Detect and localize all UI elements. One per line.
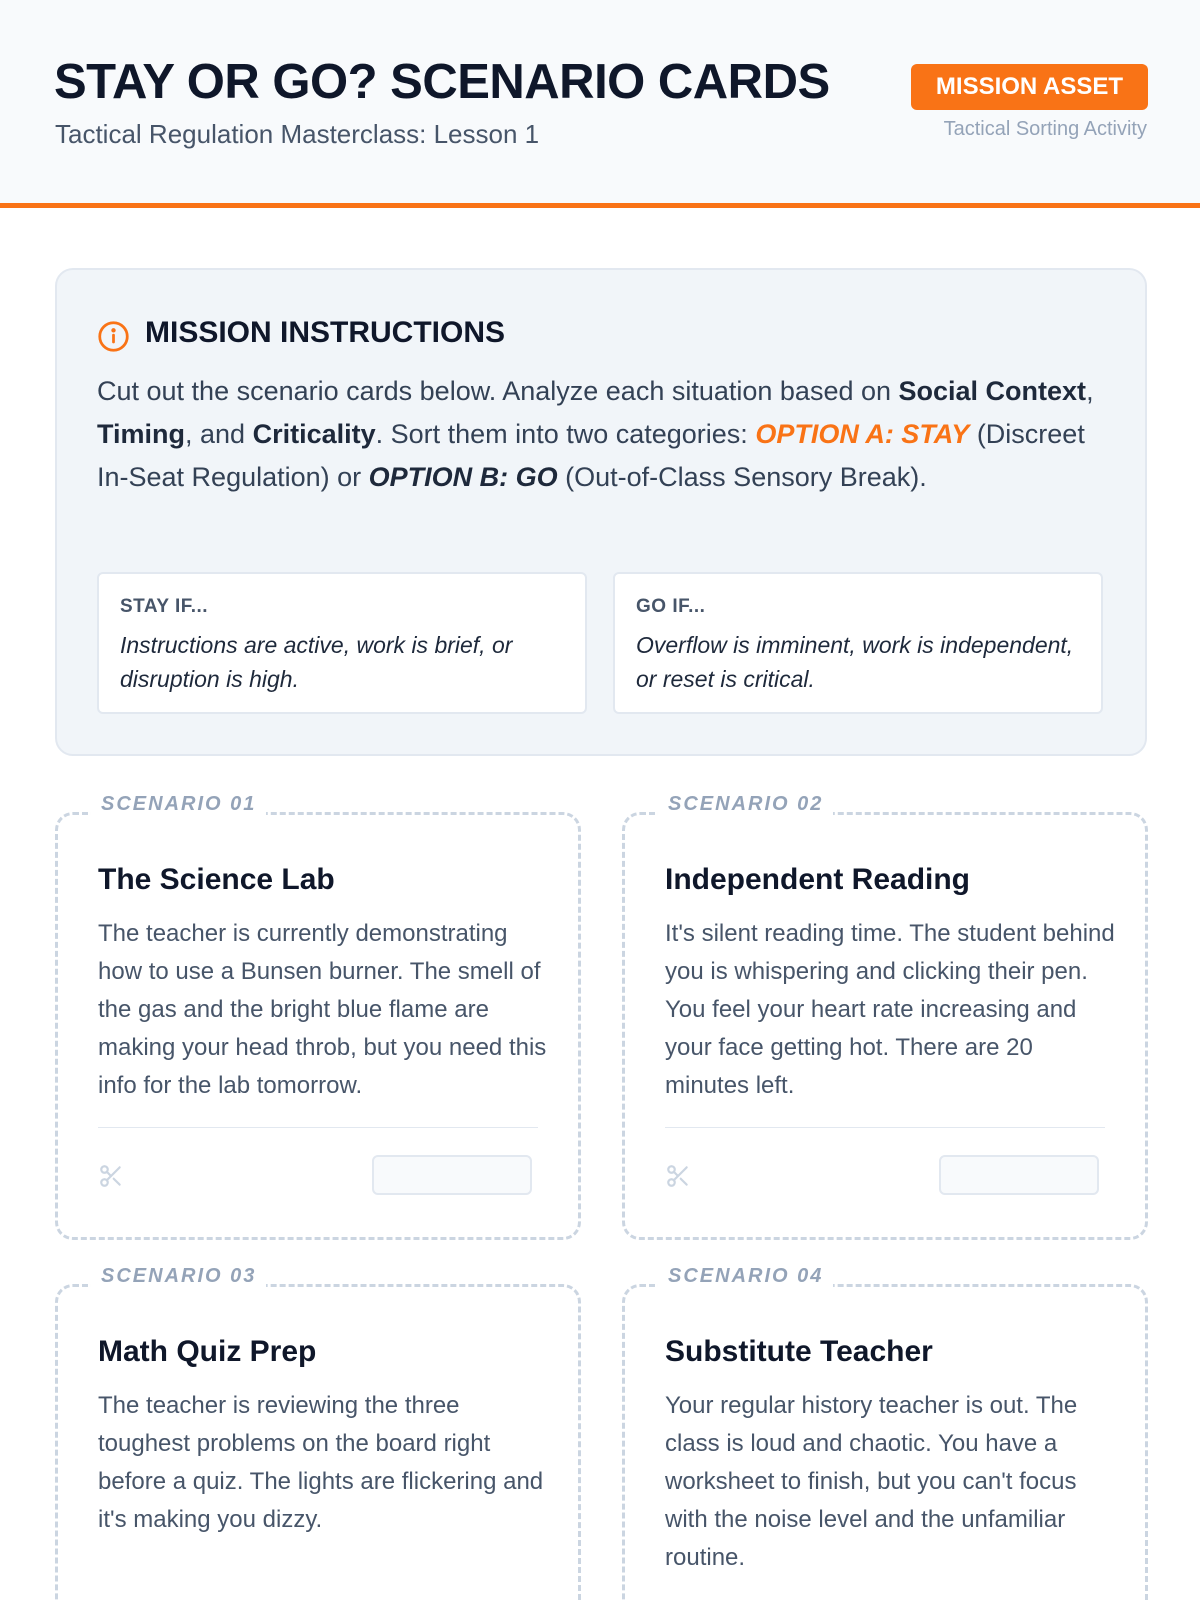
scenario-tag: SCENARIO 01 [91, 793, 266, 816]
stay-rule-text: Instructions are active, work is brief, or disruption is high. [120, 632, 513, 692]
scenario-text: Your regular history teacher is out. The class is loud and chaotic. You have a worksheet to finish, but you can't focus with the noise level and the unfamiliar routine. [665, 1392, 1078, 1571]
page-title: STAY OR GO? SCENARIO CARDS [54, 55, 830, 109]
scenario-title: Substitute Teacher [665, 1335, 933, 1368]
answer-box[interactable] [372, 1155, 532, 1195]
scenario-card [55, 1265, 581, 1600]
page-subtitle: Tactical Regulation Masterclass: Lesson 1 [55, 119, 540, 149]
scenario-tag: SCENARIO 02 [658, 793, 833, 816]
scenario-tag: SCENARIO 04 [658, 1265, 833, 1288]
option-a-label: OPTION A: STAY [755, 419, 970, 449]
scenario-card [622, 793, 1148, 1240]
stay-rule-title: STAY IF... [120, 596, 209, 617]
scenario-text: The teacher is reviewing the three toughest problems on the board right before a quiz. The lights are flickering and it's making you dizzy. [98, 1392, 544, 1533]
scenario-text: It's silent reading time. The student behind you is whispering and clicking their pen. You feel your heart rate increasing and your face getting hot. There are 20 minutes left. [665, 920, 1115, 1099]
option-b-label: OPTION B: GO [368, 462, 558, 492]
badge-caption: Tactical Sorting Activity [943, 118, 1147, 140]
go-rule-box [613, 572, 1103, 714]
answer-box[interactable] [939, 1155, 1099, 1195]
scenario-card [55, 793, 581, 1240]
keyword-timing: Timing [97, 419, 186, 449]
scenario-title: The Science Lab [98, 863, 335, 896]
card-divider [665, 1127, 1105, 1128]
instructions-panel [55, 268, 1147, 756]
scenario-title: Independent Reading [665, 863, 971, 896]
keyword-criticality: Criticality [252, 419, 376, 449]
mission-asset-badge: MISSION ASSET [911, 64, 1148, 110]
scissors-icon [98, 1163, 124, 1189]
stay-rule-box [97, 572, 587, 714]
page-header [0, 0, 1200, 208]
card-divider [98, 1127, 538, 1128]
scissors-icon [665, 1163, 691, 1189]
scenario-text: The teacher is currently demonstrating how to use a Bunsen burner. The smell of the gas and the bright blue flame are making your head throb, but you need this info for the lab tomorrow. [98, 920, 547, 1099]
scenario-title: Math Quiz Prep [98, 1335, 317, 1368]
scenario-tag: SCENARIO 03 [91, 1265, 266, 1288]
go-rule-title: GO IF... [636, 596, 706, 617]
instructions-heading: MISSION INSTRUCTIONS [145, 316, 506, 349]
info-icon [97, 320, 130, 353]
scenario-card [622, 1265, 1148, 1600]
go-rule-text: Overflow is imminent, work is independent, or reset is critical. [636, 632, 1074, 692]
keyword-social-context: Social Context [898, 376, 1087, 406]
instructions-body: Cut out the scenario cards below. Analyze each situation based on Social Context, Timing, and Criticality. Sort them into two categories: OPTION A: STAY (Discreet In-Seat Regulation) or OPTION B: GO (Out-of-Class Sensory Break). [97, 376, 1094, 492]
